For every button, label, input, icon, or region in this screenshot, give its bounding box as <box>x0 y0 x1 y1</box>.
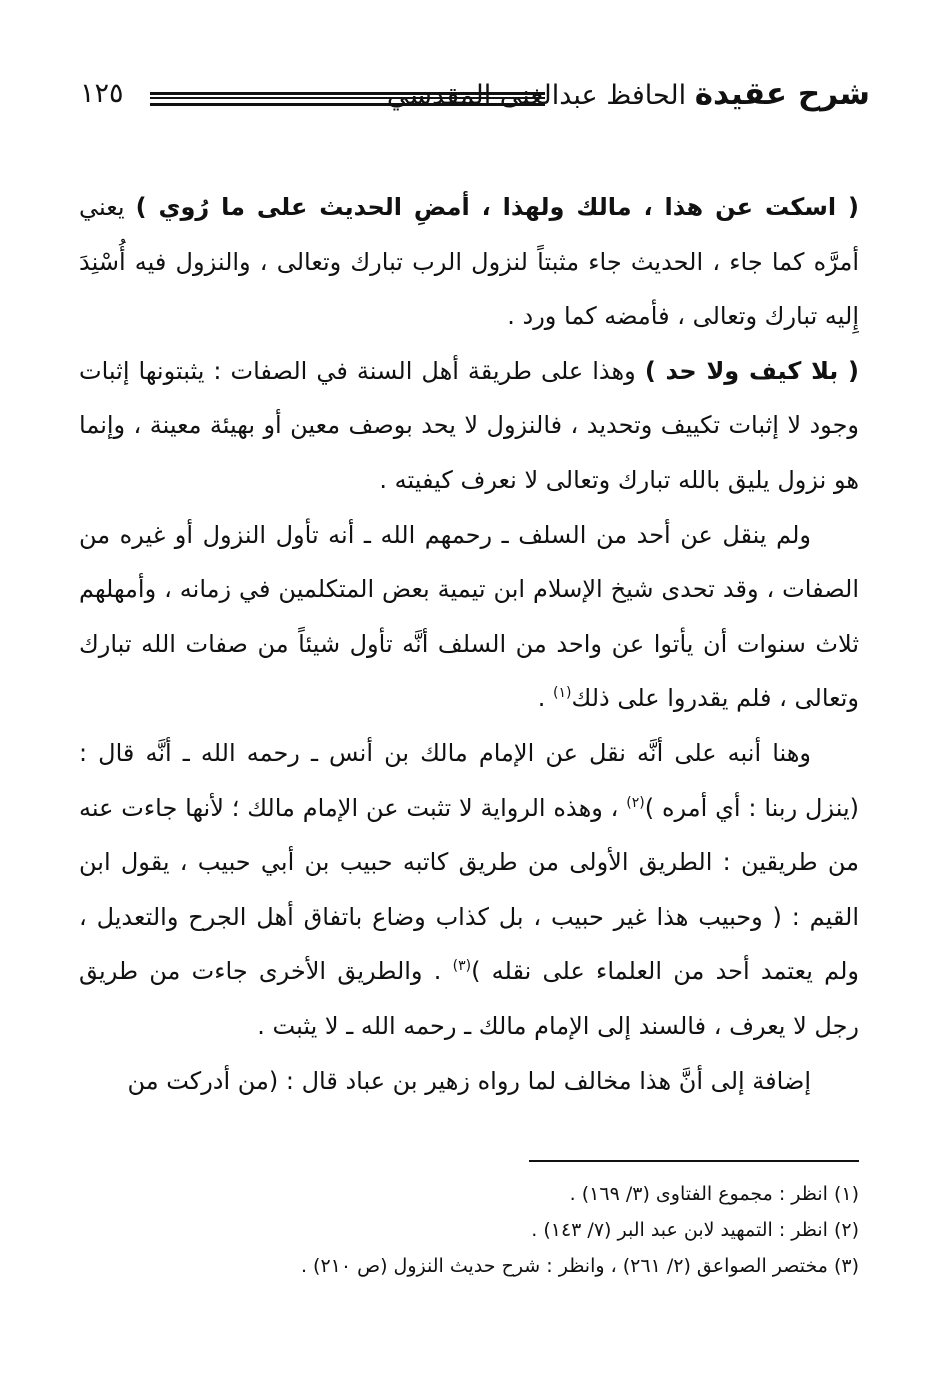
footnote-ref-2[interactable]: (٢) <box>626 794 645 811</box>
page-number: ١٢٥ <box>80 78 124 109</box>
footnote-3: (٣) مختصر الصواعق (٢/ ٢٦١) ، وانظر : شرح حديث النزول (ص ٢١٠) . <box>300 1255 859 1277</box>
quoted-text: ( اسكت عن هذا ، مالك ولهذا ، أمضِ الحديث على ما رُوي ) <box>135 193 859 221</box>
footnote-ref-1[interactable]: (١) <box>553 685 572 702</box>
footnote-ref-3[interactable]: (٣) <box>452 958 472 975</box>
footnotes <box>79 1176 859 1284</box>
footnote-2: (٢) انظر : التمهيد لابن عبد البر (٧/ ١٤٣) . <box>531 1219 859 1241</box>
paragraph-text: إضافة إلى أنَّ هذا مخالف لما رواه زهير بن عباد قال : (من أدركت من <box>127 1066 811 1095</box>
paragraph-3 <box>79 508 859 726</box>
paragraph-text: ولم ينقل عن أحد من السلف ـ رحمهم الله ـ أنه تأول النزول أو غيره من الصفات ، وقد تحدى شيخ الإسلام ابن تيمية بعض المتكلمين في زمانه ، وأمهلهم ثلاث سنوات أن يأتوا عن واحد من السلف أنَّه تأول شيئاً من صفات الله تبارك وتعالى ، فلم يقدروا على ذلك <box>79 520 859 713</box>
main-text <box>79 180 859 1108</box>
paragraph-text: يعني أمرَّه كما جاء ، الحديث جاء مثبتاً لنزول الرب تبارك وتعالى ، والنزول فيه أُسْنِدَ إِليه تبارك وتعالى ، فأمضه كما ورد . <box>79 193 859 331</box>
paragraph-1 <box>79 180 859 344</box>
header-rule <box>150 92 545 106</box>
book-title-bold: شرح عقيدة <box>694 76 870 112</box>
paragraph-text: وهنا أنبه على أنَّه نقل عن الإمام مالك بن أنس ـ رحمه الله ـ أنَّه قال : (ينزل ربنا : أي أمره ) <box>79 738 859 822</box>
paragraph-2 <box>79 344 859 508</box>
paragraph-5 <box>79 1054 859 1109</box>
paragraph-4 <box>79 726 859 1054</box>
footnote-separator <box>529 1160 859 1162</box>
quoted-text: ( بلا كيف ولا حد ) <box>644 356 860 385</box>
paragraph-text: وهذا على طريقة أهل السنة في الصفات : يثبتونها إثبات وجود لا إثبات تكييف وتحديد ، فالنزول لا يحد بوصف معين أو بهيئة معينة ، وإنما هو نزول يليق بالله تبارك وتعالى لا نعرف كيفيته . <box>79 356 859 494</box>
paragraph-text: ، وهذه الرواية لا تثبت عن الإمام مالك ؛ لأنها جاءت عنه من طريقين : الطريق الأولى من طريق كاتبه حبيب بن أبي حبيب ، يقول ابن القيم : ( وحبيب هذا غير حبيب ، بل كذاب وضاع باتفاق أهل الجرح والتعديل ، ولم يعتمد أحد من العلماء على نقله ) <box>79 793 859 986</box>
footnote-1: (١) انظر : مجموع الفتاوى (٣/ ١٦٩) . <box>569 1183 859 1205</box>
paragraph-end: . <box>537 684 553 713</box>
paragraph-text: . والطريق الأخرى جاءت من طريق رجل لا يعرف ، فالسند إلى الإمام مالك ـ رحمه الله ـ لا يثبت . <box>79 957 859 1040</box>
book-title-rest: الحافظ عبدالغنى المقدسي <box>386 80 695 111</box>
running-header <box>80 70 870 130</box>
